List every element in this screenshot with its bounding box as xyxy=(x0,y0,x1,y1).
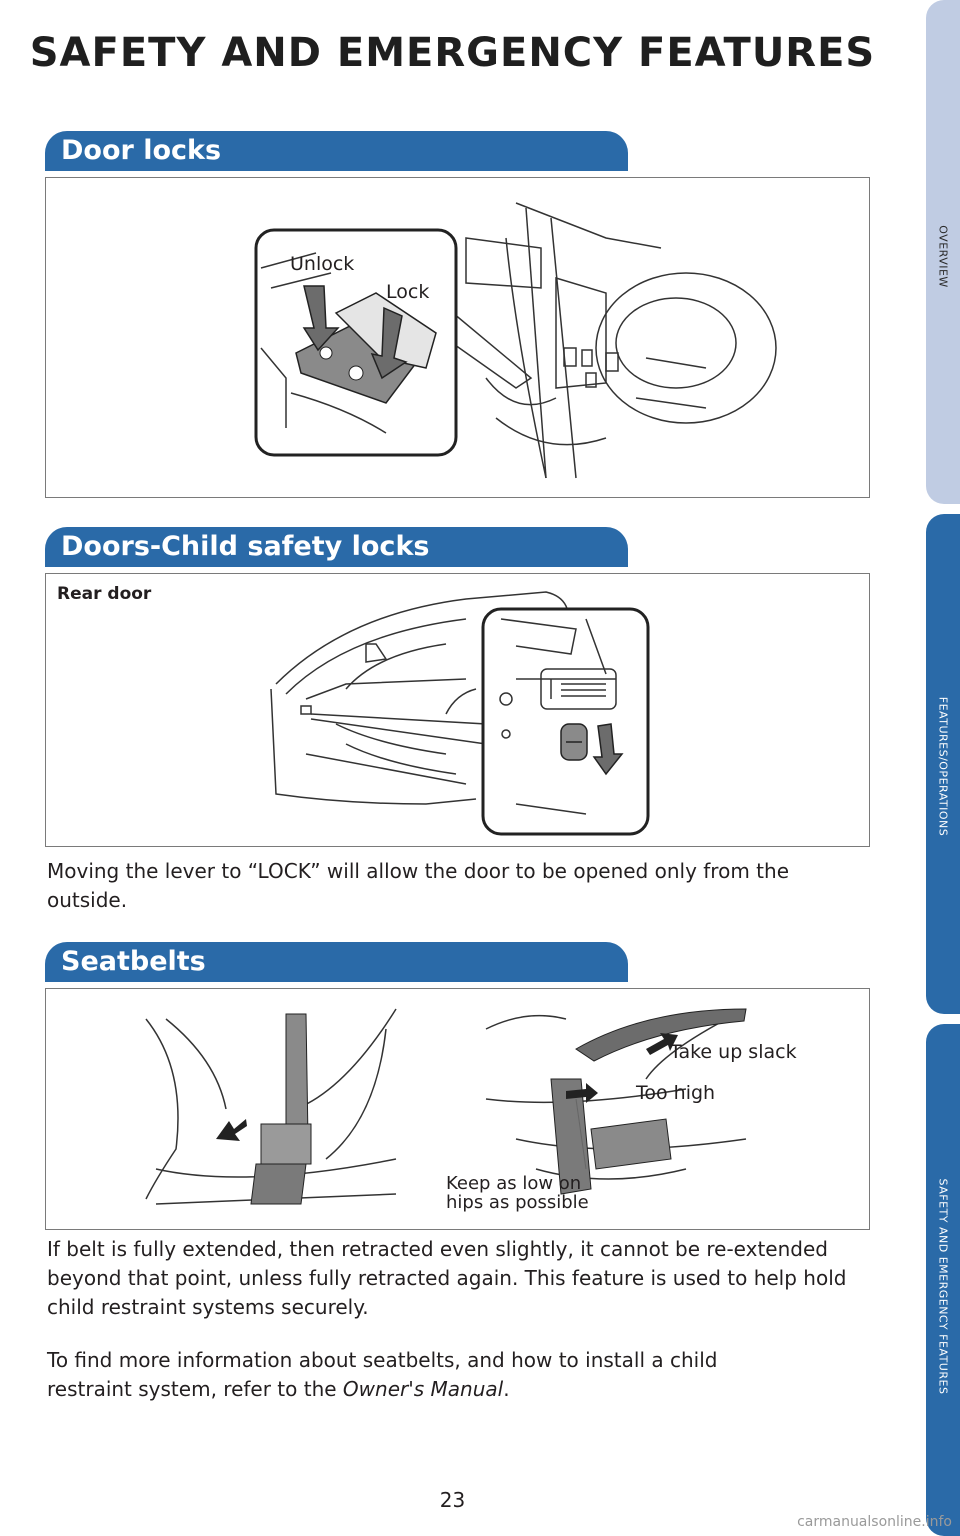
rear-door-caption: Rear door xyxy=(57,584,152,604)
child-lock-illustration xyxy=(46,574,869,846)
too-high-label: Too high xyxy=(636,1082,716,1104)
lock-label: Lock xyxy=(386,281,430,303)
side-tab-label-overview: OVERVIEW xyxy=(936,225,950,288)
seatbelts-figure xyxy=(45,988,870,1230)
section-heading-seatbelts: Seatbelts xyxy=(61,946,206,977)
page-title: SAFETY AND EMERGENCY FEATURES xyxy=(29,30,876,76)
seatbelts-text-2-suffix: . xyxy=(503,1377,510,1401)
page-number: 23 xyxy=(439,1488,466,1512)
seatbelts-text-2-prefix: To find more information about seatbelts, and how to install a child restraint system, refer to the xyxy=(47,1348,718,1401)
seatbelts-text-2 xyxy=(47,1346,807,1404)
section-header-seatbelts xyxy=(45,942,628,982)
seatbelts-text-1: If belt is fully extended, then retracted even slightly, it cannot be re-extended beyond that point, unless fully retracted again. This feature is used to help hold child restraint systems securely. xyxy=(47,1237,847,1319)
section-header-door-locks xyxy=(45,131,628,171)
section-header-child-locks xyxy=(45,527,628,567)
section-heading-door-locks: Door locks xyxy=(61,135,222,166)
take-up-slack-label: Take up slack xyxy=(670,1041,797,1063)
child-locks-text: Moving the lever to “LOCK” will allow the door to be opened only from the outside. xyxy=(47,859,789,912)
side-tab-label-safety: SAFETY AND EMERGENCY FEATURES xyxy=(936,1178,950,1395)
keep-low-label-line1: Keep as low on xyxy=(446,1173,582,1194)
side-tab-label-features: FEATURES/OPERATIONS xyxy=(936,696,950,837)
keep-low-label-line2: hips as possible xyxy=(446,1192,589,1213)
door-locks-figure xyxy=(45,177,870,498)
unlock-label: Unlock xyxy=(290,253,355,275)
door-lock-illustration xyxy=(46,178,869,497)
section-heading-child-locks: Doors-Child safety locks xyxy=(61,531,430,562)
child-locks-figure xyxy=(45,573,870,847)
owners-manual-reference: Owner's Manual xyxy=(342,1377,504,1401)
watermark: carmanualsonline.info xyxy=(797,1514,952,1530)
